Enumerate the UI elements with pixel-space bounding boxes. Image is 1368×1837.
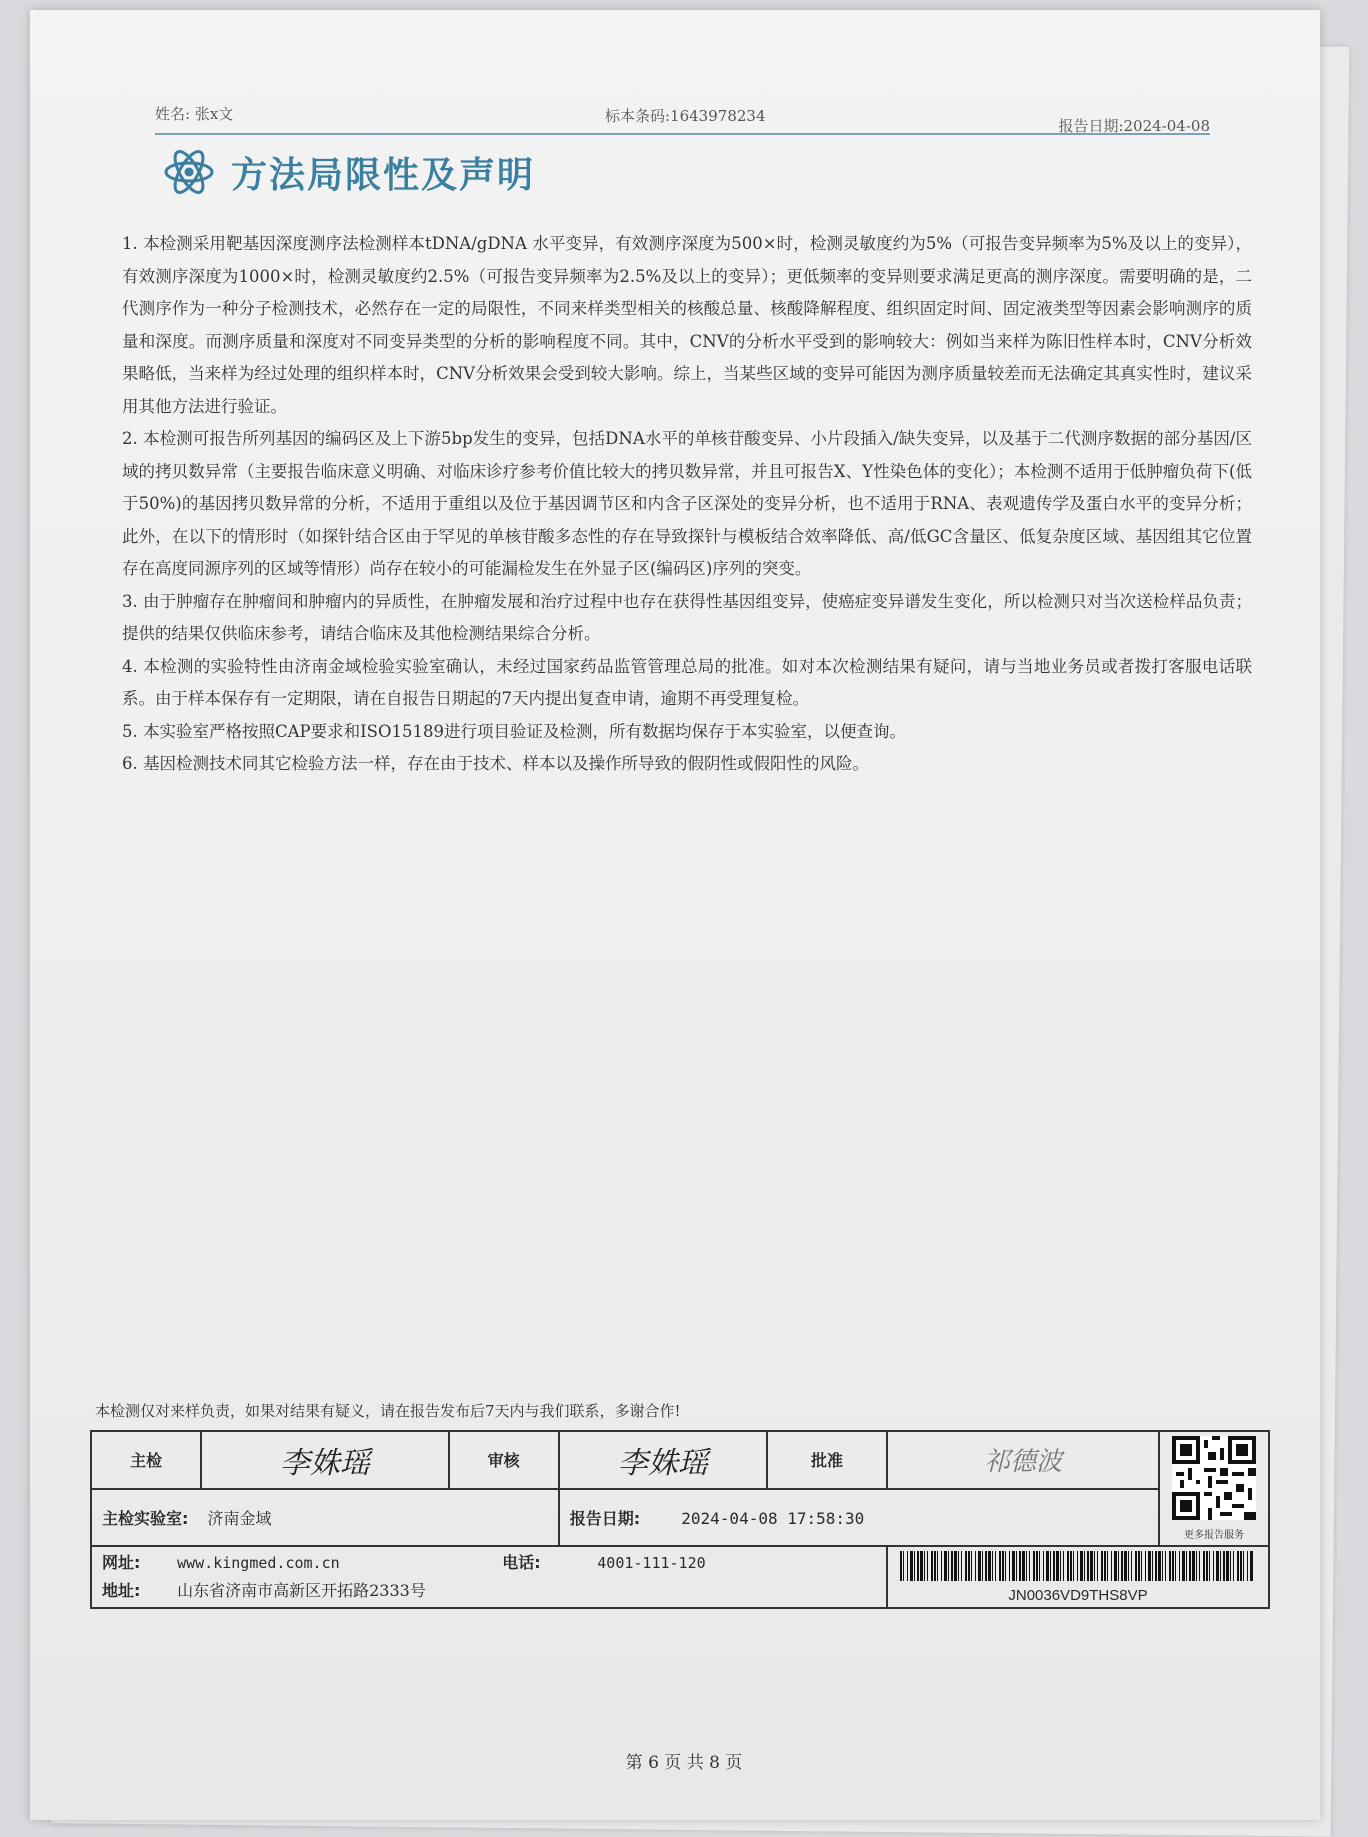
limitation-item: 2. 本检测可报告所列基因的编码区及上下游5bp发生的变异，包括DNA水平的单核苷酸变异、小片段插入/缺失变异，以及基于二代测序数据的部分基因/区域的拷贝数异常（主要报告临床意义明确、对临床诊疗参考价值比较大的拷贝数异常，并且可报告X、Y性染色体的变化）；本检测不适用于低肿瘤负荷下(低于50%)的基因拷贝数异常的分析，不适用于重组以及位于基因调节区和内含子区深处的变异分析，也不适用于RNA、表观遗传学及蛋白水平的变异分析；此外，在以下的情形时（如探针结合区由于罕见的单核苷酸多态性的存在导致探针与模板结合效率降低、高/低GC含量区、低复杂度区域、基因组其它位置存在高度同源序列的区域等情形）尚存在较小的可能漏检发生在外显子区(编码区)序列的突变。	[122, 429, 1252, 578]
address-value: 山东省济南市高新区开拓路2333号	[177, 1581, 426, 1600]
signoff-table	[90, 1430, 1270, 1609]
barcode-cell	[887, 1546, 1269, 1608]
page-number: 第 6 页 共 8 页	[625, 1753, 743, 1773]
lab-value: 济南金域	[207, 1508, 272, 1528]
liability-notice: 本检测仅对来样负责，如果对结果有疑义，请在报告发布后7天内与我们联系，多谢合作!	[95, 1402, 681, 1420]
qr-caption: 更多报告服务	[1183, 1530, 1244, 1541]
website-label: 网址:	[102, 1553, 141, 1572]
header-report-date: 报告日期:2024-04-08	[1058, 117, 1210, 135]
approve-label: 批准	[767, 1431, 887, 1489]
limitations-list	[122, 228, 1252, 781]
qr-code-cell	[1159, 1431, 1269, 1546]
review-label: 审核	[449, 1431, 559, 1489]
limitation-item: 4. 本检测的实验特性由济南金域检验实验室确认，未经过国家药品监管管理总局的批准。如对本次检测结果有疑问，请与当地业务员或者拨打客服电话联系。由于样本保存有一定期限，请在自报告日期起的7天内提出复查申请，逾期不再受理复检。	[122, 656, 1252, 708]
report-date-value: 2024-04-08 17:58:30	[681, 1508, 865, 1528]
limitation-item: 3. 由于肿瘤存在肿瘤间和肿瘤内的异质性，在肿瘤发展和治疗过程中也存在获得性基因组变异，使癌症变异谱发生变化，所以检测只对当次送检样品负责；提供的结果仅供临床参考，请结合临床及其他检测结果综合分析。	[122, 591, 1252, 643]
contact-cell	[91, 1546, 887, 1608]
approve-signature: 祁德波	[887, 1431, 1159, 1489]
chief-signature: 李姝瑶	[201, 1431, 448, 1489]
limitation-item: 1. 本检测采用靶基因深度测序法检测样本tDNA/gDNA 水平变异，有效测序深度为500×时，检测灵敏度约为5%（可报告变异频率为5%及以上的变异），有效测序深度为1000×时，检测灵敏度约2.5%（可报告变异频率为2.5%及以上的变异）；更低频率的变异则要求满足更高的测序深度。需要明确的是，二代测序作为一种分子检测技术，必然存在一定的局限性，不同来样类型相关的核酸总量、核酸降解程度、组织固定时间、固定液类型等因素会影响测序的质量和深度。而测序质量和深度对不同变异类型的分析的影响程度不同。其中，CNV的分析水平受到的影响较大：例如当来样为陈旧性样本时，CNV分析效果略低，当来样为经过处理的组织样本时，CNV分析效果会受到较大影响。综上，当某些区域的变异可能因为测序质量较差而无法确定其真实性时，建议采用其他方法进行验证。	[122, 234, 1252, 416]
lab-label: 主检实验室:	[102, 1508, 189, 1528]
report-date-label: 报告日期:	[569, 1508, 641, 1528]
patient-name: 姓名: 张ⅹ文	[155, 105, 234, 123]
limitation-item: 6. 基因检测技术同其它检验方法一样，存在由于技术、样本以及操作所导致的假阴性或假阳性的风险。	[122, 754, 869, 773]
report-date-row	[559, 1489, 1159, 1547]
specimen-barcode: 标本条码:1643978234	[605, 107, 766, 125]
qr-code-icon	[1172, 1436, 1256, 1520]
review-signature: 李姝瑶	[559, 1431, 767, 1489]
chief-label: 主检	[91, 1431, 201, 1489]
limitation-item: 5. 本实验室严格按照CAP要求和ISO15189进行项目验证及检测，所有数据均保存于本实验室，以便查询。	[122, 721, 906, 741]
atom-icon	[163, 146, 215, 198]
phone-value: 4001-111-120	[597, 1554, 706, 1572]
website-value: www.kingmed.com.cn	[177, 1554, 340, 1572]
barcode-number: JN0036VD9THS8VP	[1008, 1586, 1148, 1604]
section-title: 方法局限性及声明	[231, 154, 536, 196]
page-header	[155, 103, 1210, 135]
section-heading	[163, 142, 535, 202]
barcode-icon	[898, 1551, 1258, 1581]
address-label: 地址:	[102, 1581, 141, 1600]
lab-row	[91, 1489, 559, 1547]
phone-label: 电话:	[502, 1553, 541, 1572]
